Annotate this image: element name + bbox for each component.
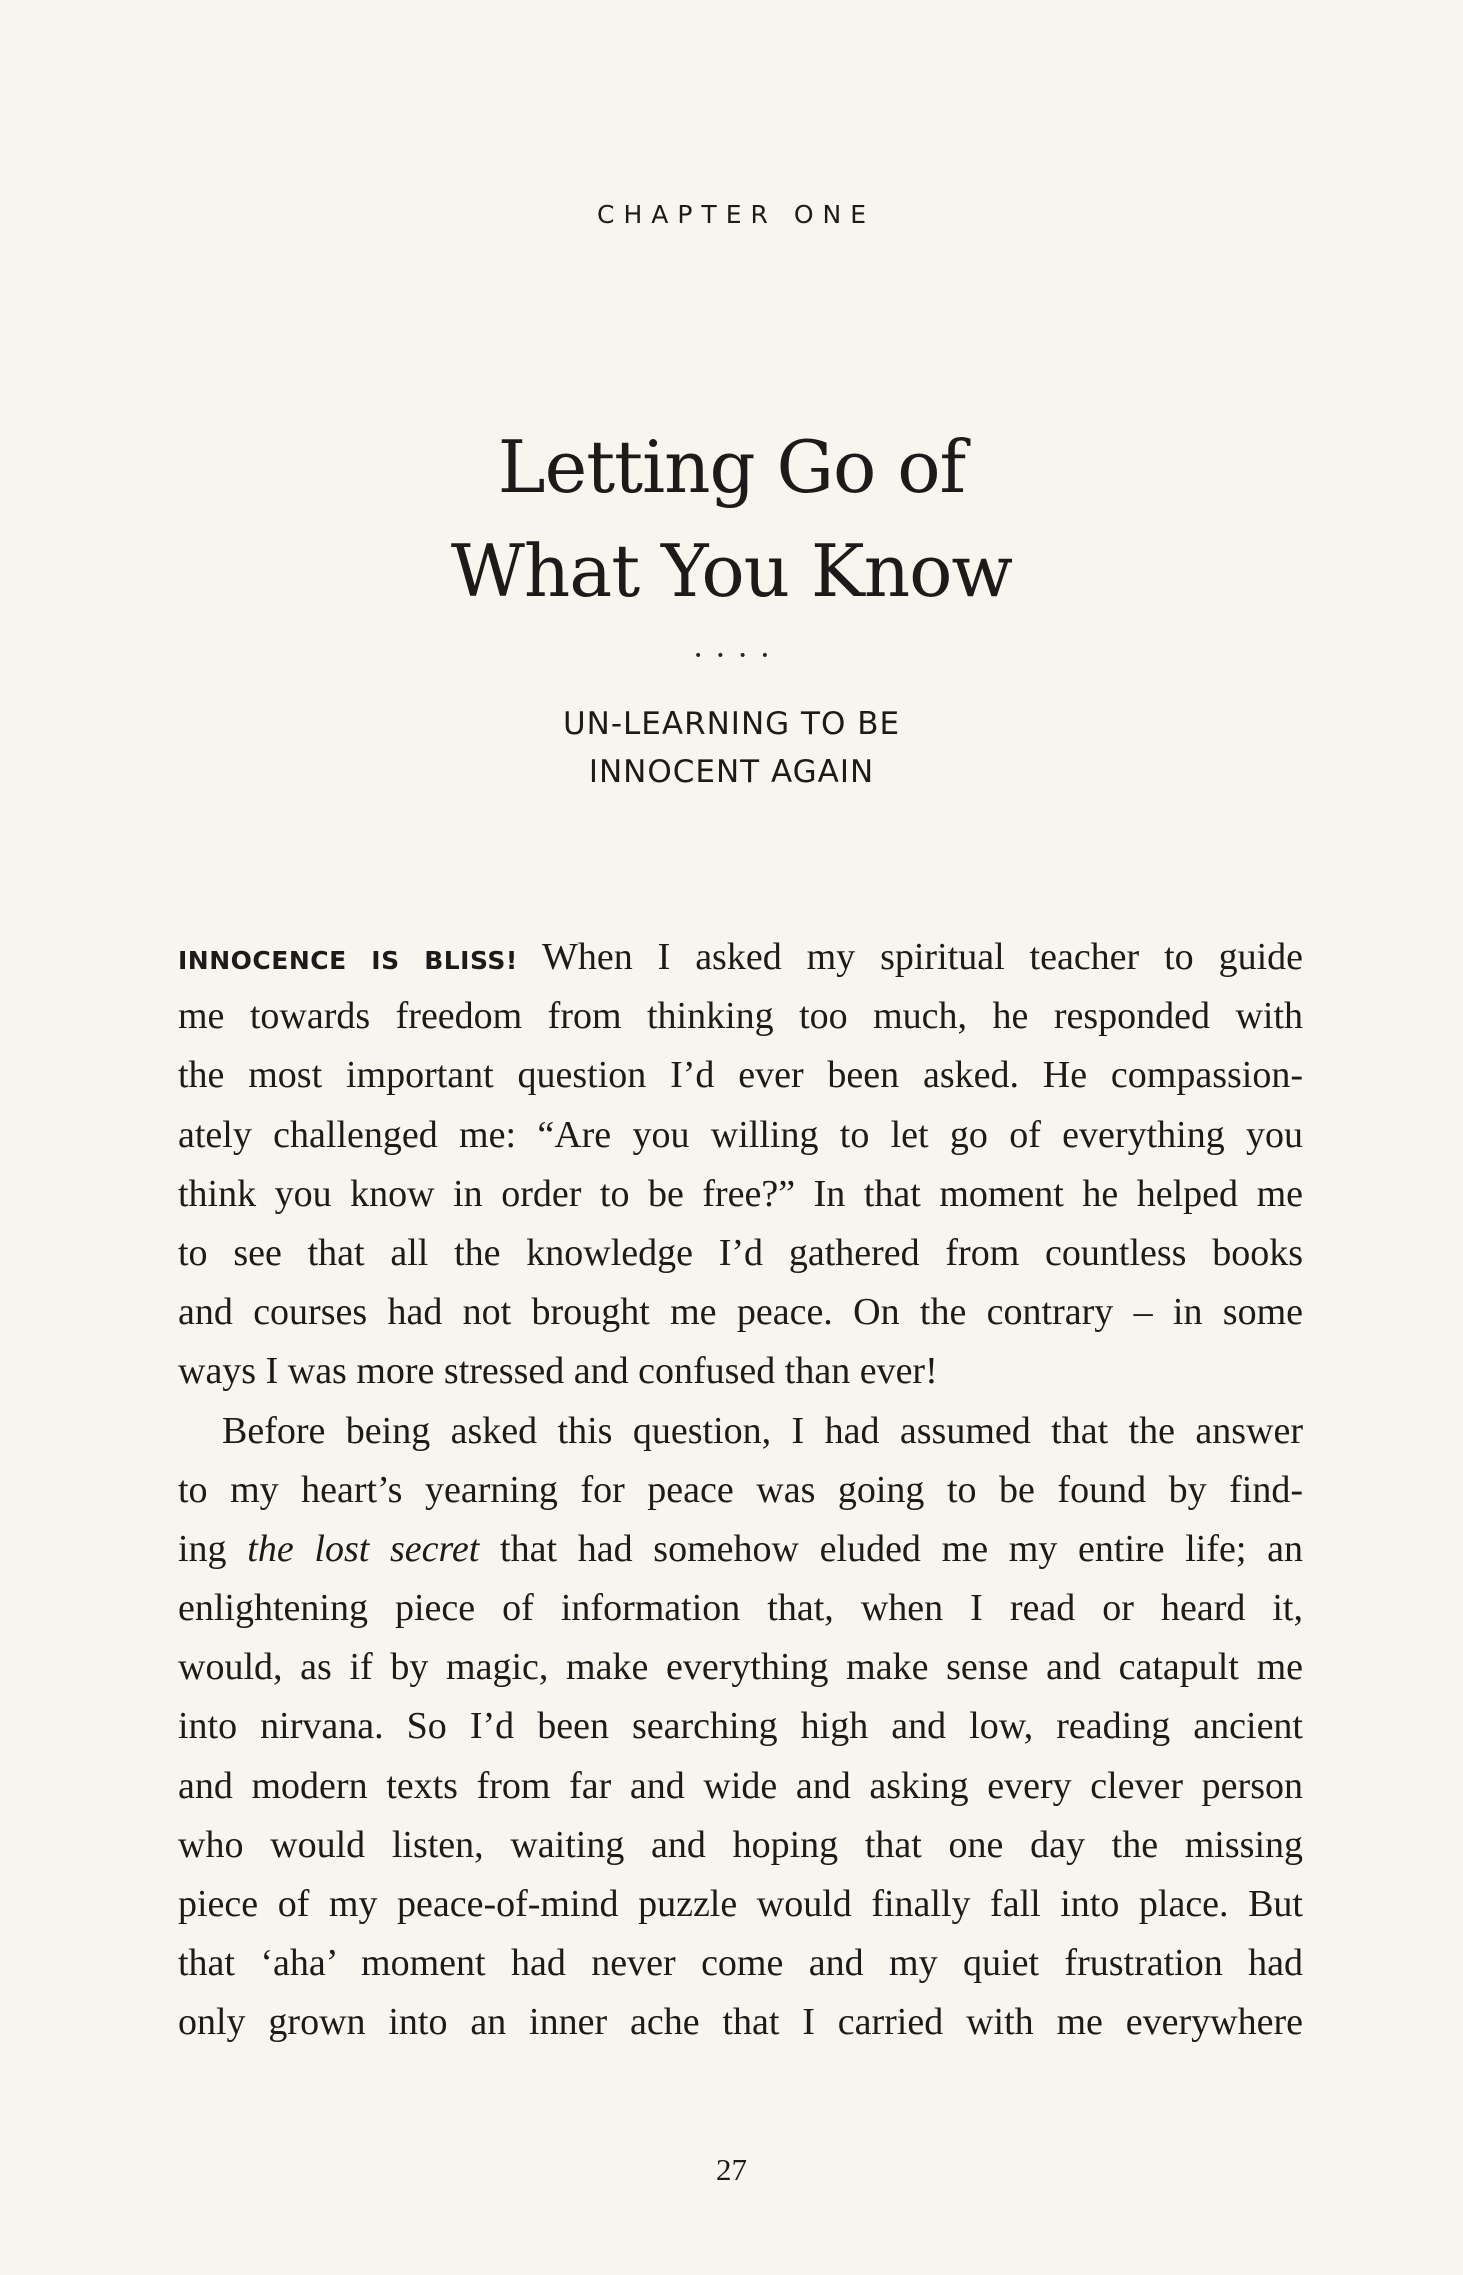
dot-ornament: •••• xyxy=(693,648,784,664)
text-line: think you know in order to be free?” In that moment he helped me xyxy=(178,1172,1303,1215)
text-line: the most important question I’d ever been asked. He compassion- xyxy=(178,1054,1303,1097)
chapter-subtitle-line-2: INNOCENT AGAIN xyxy=(588,754,875,790)
chapter-title-line-1: Letting Go of xyxy=(497,425,966,509)
chapter-title xyxy=(0,415,1463,623)
paragraph-1 xyxy=(178,928,1303,1402)
text-line: that ‘aha’ moment had never come and my quiet frustration had xyxy=(178,1942,1303,1985)
chapter-subtitle-line-1: UN-LEARNING TO BE xyxy=(562,706,901,742)
chapter-title-line-2: What You Know xyxy=(450,529,1013,613)
text-line: piece of my peace-of-mind puzzle would finally fall into place. But xyxy=(178,1883,1303,1925)
paragraph-2 xyxy=(178,1402,1303,2053)
text-line: and courses had not brought me peace. On the contrary – in some xyxy=(178,1291,1303,1334)
text-line: Before being asked this question, I had assumed that the answer xyxy=(222,1409,1303,1452)
chapter-label: CHAPTER ONE xyxy=(597,200,875,229)
text-line: to see that all the knowledge I’d gathered from countless books xyxy=(178,1231,1303,1274)
text-line: only grown into an inner ache that I carried with me everywhere xyxy=(178,2001,1303,2044)
text-line: to my heart’s yearning for peace was going to be found by find- xyxy=(178,1468,1303,1511)
chapter-subtitle xyxy=(0,700,1463,796)
text-line: me towards freedom from thinking too much, he responded with xyxy=(178,995,1303,1038)
text-line: enlightening piece of information that, when I read or heard it, xyxy=(178,1587,1303,1630)
text-segment: When I asked my spiritual teacher to guide xyxy=(517,936,1303,978)
text-line xyxy=(178,928,1303,987)
emphasized-text: the lost secret xyxy=(247,1527,480,1570)
text-line xyxy=(178,1520,1303,1579)
text-line: into nirvana. So I’d been searching high and low, reading ancient xyxy=(178,1705,1303,1748)
text-segment: that had somehow eluded me my entire life; an xyxy=(479,1527,1303,1570)
body-text xyxy=(178,928,1303,2053)
text-line: ately challenged me: “Are you willing to let go of everything you xyxy=(178,1113,1303,1156)
run-in-heading: INNOCENCE IS BLISS! xyxy=(178,946,518,975)
text-line: who would listen, waiting and hoping that one day the missing xyxy=(178,1823,1303,1866)
page-number: 27 xyxy=(716,2152,747,2187)
text-line: and modern texts from far and wide and asking every clever person xyxy=(178,1764,1303,1807)
text-segment: ing xyxy=(178,1527,248,1570)
text-line: ways I was more stressed and confused than ever! xyxy=(178,1350,938,1393)
text-line: would, as if by magic, make everything make sense and catapult me xyxy=(178,1646,1303,1689)
